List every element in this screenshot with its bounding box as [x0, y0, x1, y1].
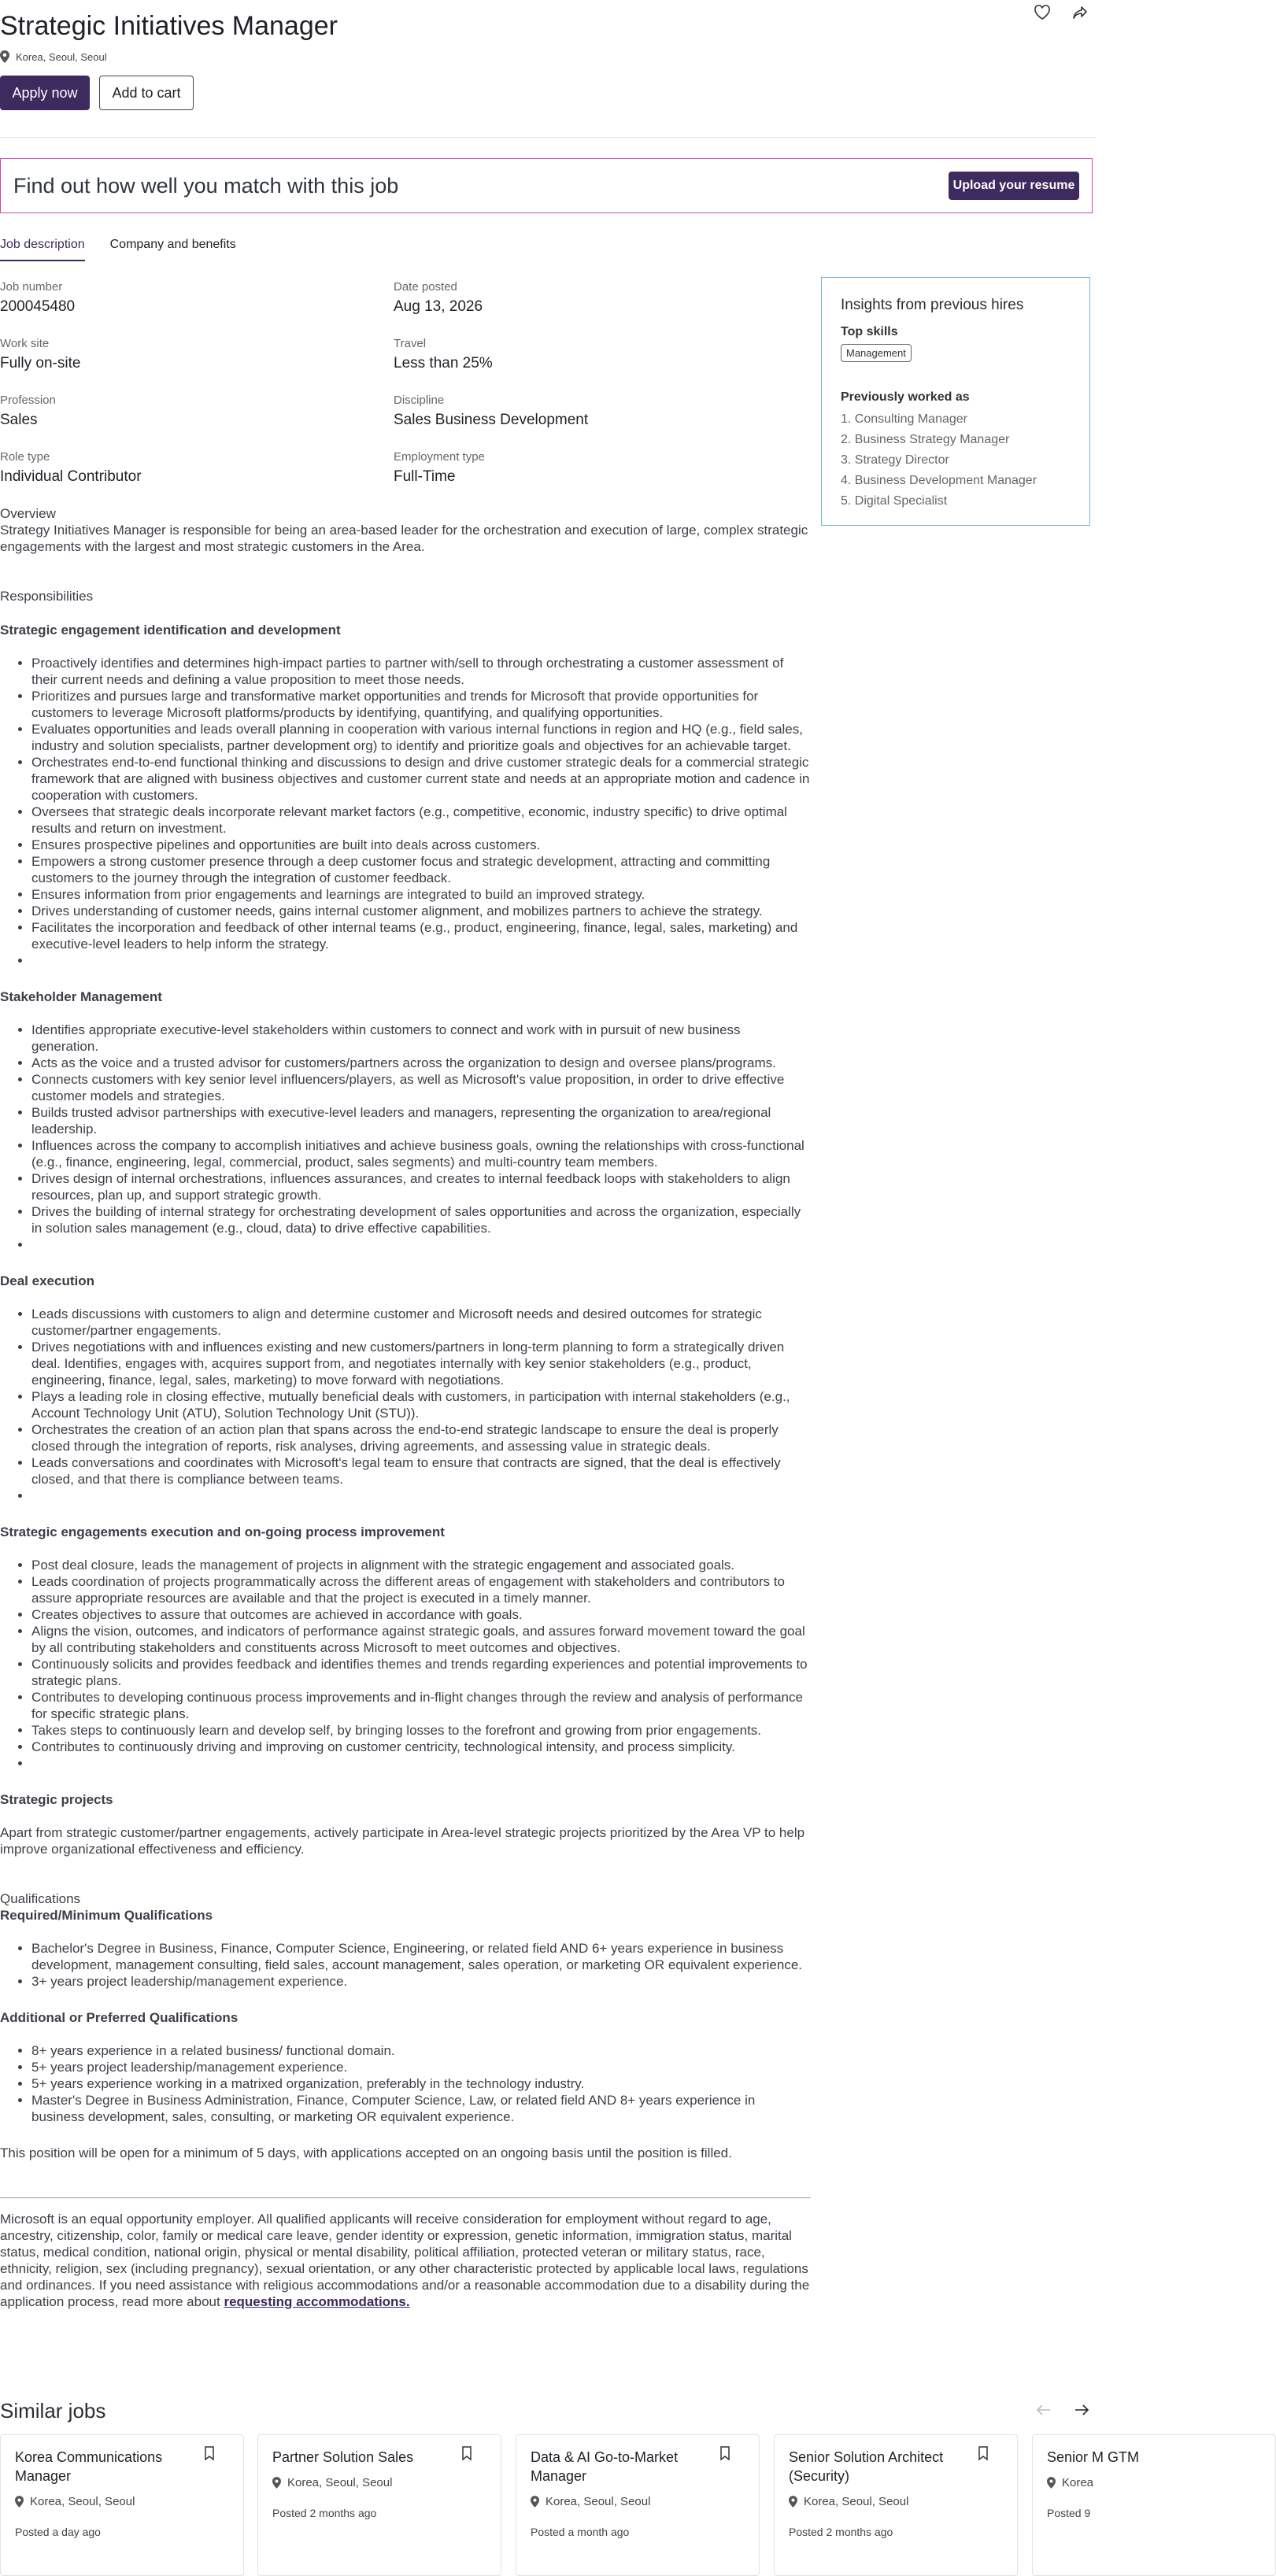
info-label: Profession — [0, 394, 56, 407]
list-item: • Facilitates the incorporation and feedback of other internal teams (e.g., product, engineering, finance, legal, sales, marketing) and executive-level leaders to help inform the strategy. — [31, 919, 811, 952]
list-item: • Takes steps to continuously learn and develop self, by bringing losses to the forefront and growing from prior engagements. — [31, 1722, 811, 1739]
list-item: • Drives negotiations with and influences existing and new customers/partners in long-term planning to form a strategically driven deal. Identifies, engages with, acquires support from, and negotiates internally with key senior stakeholders (e.g., product, engineering, finance, legal, sales, marketing) to move forward with negotiations. — [31, 1339, 811, 1388]
responsibilities-heading: Responsibilities — [0, 589, 94, 604]
similar-jobs-heading: Similar jobs — [0, 2399, 106, 2423]
match-banner-text: Find out how well you match with this job — [13, 173, 399, 198]
heart-icon[interactable] — [1033, 3, 1052, 22]
overview-heading: Overview — [0, 506, 56, 521]
previous-role: 2. Business Strategy Manager — [841, 433, 1010, 446]
list-item: • Influences across the company to accomplish initiatives and achieve business goals, owning the relationships with cross-functional (e.g., finance, engineering, legal, commercial, product, sales segments) and multi-country team members. — [31, 1137, 811, 1170]
similar-jobs-carousel — [0, 2434, 1140, 2570]
bookmark-icon[interactable] — [719, 2446, 730, 2460]
list-item: • Contributes to continuously driving and improving on customer centricity, technological intensity, and process simplicity. — [31, 1739, 811, 1755]
apply-now-button[interactable]: Apply now — [0, 76, 90, 110]
list-item: • 8+ years experience in a related business/ functional domain. — [31, 2042, 811, 2059]
location-pin-icon — [272, 2477, 281, 2489]
list-item: • Post deal closure, leads the management of projects in alignment with the strategic engagement and associated goals. — [31, 1557, 811, 1573]
card-title: Senior Solution Architect (Security) — [789, 2449, 944, 2484]
card-location-text: Korea, Seoul, Seoul — [287, 2476, 393, 2489]
job-location — [0, 50, 107, 63]
match-banner — [0, 158, 1093, 213]
list-item: • Ensures prospective pipelines and opportunities are built into deals across customers. — [31, 837, 811, 853]
header-actions — [1033, 3, 1089, 22]
card-location-text: Korea, Seoul, Seoul — [804, 2495, 909, 2508]
location-pin-icon — [15, 2496, 24, 2508]
list-item: • Aligns the vision, outcomes, and indicators of performance against strategic goals, and assures forward movement toward the goal by all contributing stakeholders and constituents across Microsoft to meet outcomes and objectives. — [31, 1623, 811, 1656]
list-item — [31, 1236, 811, 1253]
list-item — [31, 1488, 811, 1504]
location-pin-icon — [0, 50, 9, 63]
info-employment-type — [394, 450, 485, 486]
section-list — [0, 1306, 811, 1504]
description-divider — [0, 2197, 811, 2198]
previous-role: 1. Consulting Manager — [841, 412, 967, 426]
bookmark-icon[interactable] — [978, 2446, 989, 2460]
info-value: Fully on-site — [0, 355, 81, 371]
card-posted: Posted a day ago — [15, 2526, 101, 2538]
list-item: • 3+ years project leadership/management experience. — [31, 1973, 811, 1990]
info-value: Individual Contributor — [0, 468, 142, 485]
similar-job-card[interactable] — [1032, 2434, 1276, 2576]
list-item — [31, 1755, 811, 1772]
section-heading: Deal execution — [0, 1273, 94, 1288]
similar-job-card[interactable] — [257, 2434, 501, 2576]
list-item: • Evaluates opportunities and leads overall planning in cooperation with various internal functions in region and HQ (e.g., field sales, industry and solution specialists, partner development org) to identify and prioritize goals and objectives for an achievable target. — [31, 721, 811, 754]
similar-job-card[interactable] — [0, 2434, 244, 2576]
arrow-left-icon[interactable] — [1034, 2400, 1053, 2419]
open-note: This position will be open for a minimum of 5 days, with applications accepted on an ongoing basis until the position is filled. — [0, 2145, 732, 2160]
card-location — [531, 2495, 745, 2508]
list-item: • Oversees that strategic deals incorporate relevant market factors (e.g., competitive, economic, industry specific) to drive optimal results and return on investment. — [31, 804, 811, 837]
card-location — [272, 2476, 486, 2489]
upload-resume-button[interactable]: Upload your resume — [949, 172, 1079, 200]
previous-role: 3. Strategy Director — [841, 453, 949, 467]
list-item: • Leads conversations and coordinates with Microsoft's legal team to ensure that contracts are signed, that the deal is effectively closed, and that there is compliance between teams. — [31, 1454, 811, 1488]
info-value: Full-Time — [394, 468, 456, 485]
info-label: Date posted — [394, 280, 457, 294]
qualifications-heading: Qualifications — [0, 1891, 81, 1906]
previous-role: 4. Business Development Manager — [841, 474, 1037, 487]
accommodations-link[interactable]: requesting accommodations. — [224, 2294, 410, 2309]
tab-company-and-benefits[interactable]: Company and benefits — [109, 238, 236, 251]
page-title: Strategic Initiatives Manager — [0, 11, 338, 41]
info-label: Work site — [0, 337, 50, 350]
list-item: • Leads coordination of projects programmatically across the different areas of engagement with stakeholders and contributors to assure appropriate resources are available and that the project is executed in a timely manner. — [31, 1573, 811, 1606]
list-item: • 5+ years project leadership/management experience. — [31, 2059, 811, 2075]
arrow-right-icon[interactable] — [1072, 2400, 1091, 2419]
required-heading: Required/Minimum Qualifications — [0, 1908, 213, 1923]
job-tabs — [0, 238, 236, 261]
info-value: Less than 25% — [394, 355, 493, 371]
tab-job-description[interactable]: Job description — [0, 238, 85, 261]
location-pin-icon — [789, 2496, 797, 2508]
list-item: • Continuously solicits and provides feedback and identifies themes and trends regarding experiences and potential improvements to strategic plans. — [31, 1656, 811, 1689]
previously-worked-label: Previously worked as — [841, 390, 970, 404]
overview-text: Strategy Initiatives Manager is responsible for being an area-based leader for the orchestration and execution of large, complex strategic engagements with the largest and most strategic customers in the Area. — [0, 523, 808, 554]
section-heading: Stakeholder Management — [0, 989, 162, 1004]
info-value: Sales — [0, 412, 38, 428]
preferred-heading: Additional or Preferred Qualifications — [0, 2010, 239, 2025]
card-location-text: Korea — [1062, 2476, 1094, 2489]
info-label: Employment type — [394, 450, 485, 464]
list-item: • Acts as the voice and a trusted advisor for customers/partners across the organization to design and oversee plans/programs. — [31, 1055, 811, 1071]
top-skills-label: Top skills — [841, 325, 898, 338]
previous-roles-list — [841, 409, 1071, 512]
list-item: • Bachelor's Degree in Business, Finance, Computer Science, Engineering, or related field AND 6+ years experience in business development, management consulting, field sales, account management, sales operation, or marketing OR equivalent experience. — [31, 1940, 811, 1973]
card-location-text: Korea, Seoul, Seoul — [546, 2495, 651, 2508]
card-location — [15, 2495, 229, 2508]
info-profession — [0, 394, 56, 429]
info-date-posted — [394, 280, 483, 316]
list-item: • Prioritizes and pursues large and transformative market opportunities and trends for Microsoft that provide opportunities for customers to leverage Microsoft platforms/products by identifying, quantifying, and qualifying opportunities. — [31, 688, 811, 721]
info-value: 200045480 — [0, 298, 76, 315]
card-title: Senior M GTM — [1047, 2449, 1140, 2465]
info-label: Discipline — [394, 394, 445, 407]
info-job-number — [0, 280, 75, 316]
info-discipline — [394, 394, 588, 429]
section-heading: Strategic engagement identification and development — [0, 623, 341, 638]
list-item: • Connects customers with key senior level influencers/players, as well as Microsoft's value proposition, in order to drive effective customer models and strategies. — [31, 1071, 811, 1104]
list-item — [31, 952, 811, 969]
list-item: • Creates objectives to assure that outcomes are achieved in accordance with goals. — [31, 1606, 811, 1623]
list-item: • Drives understanding of customer needs, gains internal customer alignment, and mobilizes partners to achieve the strategy. — [31, 903, 811, 919]
preferred-list — [0, 2042, 811, 2125]
header-divider — [0, 137, 1096, 138]
section-heading: Strategic engagements execution and on-going process improvement — [0, 1525, 445, 1539]
job-description — [0, 505, 811, 2310]
similar-job-card[interactable] — [774, 2434, 1018, 2576]
similar-job-card[interactable] — [516, 2434, 760, 2576]
info-label: Role type — [0, 450, 50, 464]
info-label: Job number — [0, 280, 63, 294]
section-list — [0, 1557, 811, 1772]
info-value: Aug 13, 2026 — [394, 298, 483, 315]
info-work-site — [0, 337, 80, 372]
list-item: • Orchestrates the creation of an action plan that spans across the end-to-end strategic landscape to ensure the deal is properly closed through the integration of reports, risk analyses, driving agreements, and assessing value in strategic deals. — [31, 1421, 811, 1454]
info-label: Travel — [394, 337, 427, 350]
list-item: • Ensures information from prior engagements and learnings are integrated to build an improved strategy. — [31, 886, 811, 903]
add-to-cart-button[interactable]: Add to cart — [99, 76, 194, 110]
bookmark-icon[interactable] — [204, 2446, 215, 2460]
card-title: Data & AI Go-to-Market Manager — [531, 2449, 679, 2484]
info-travel — [394, 337, 493, 372]
job-location-text: Korea, Seoul, Seoul — [16, 50, 107, 63]
bookmark-icon[interactable] — [461, 2446, 472, 2460]
list-item: • Orchestrates end-to-end functional thinking and discussions to design and drive customer strategic deals for a commercial strategic framework that are aligned with business objectives and customer current state and needs at an appropriate motion and cadence in cooperation with customers. — [31, 754, 811, 804]
list-item: • Plays a leading role in closing effective, mutually beneficial deals with customers, in participation with internal stakeholders (e.g., Account Technology Unit (ATU), Solution Technology Unit (STU)). — [31, 1388, 811, 1421]
card-location-text: Korea, Seoul, Seoul — [30, 2495, 135, 2508]
info-role-type — [0, 450, 142, 486]
list-item: • 5+ years experience working in a matrixed organization, preferably in the technology industry. — [31, 2075, 811, 2092]
list-item: • Drives the building of internal strategy for orchestrating development of sales opportunities and across the organization, especially in solution sales management (e.g., cloud, data) to drive effective capabilities. — [31, 1203, 811, 1236]
eeo-text: Microsoft is an equal opportunity employer. All qualified applicants will receive consideration for employment without regard to age, ancestry, citizenship, color, family or medical care leave, gender identity or expression, genetic information, immigration status, marital status, medical condition, national origin, physical or mental disability, political affiliation, protected veteran or military status, race, ethnicity, religion, sex (including pregnancy), sexual orientation, or any other characteristic protected by applicable local laws, regulations and ordinances. If you need assistance with religious accommodations and/or a reasonable accommodation due to a disability during the application process, read more about — [0, 2212, 810, 2309]
list-item: • Empowers a strong customer presence through a deep customer focus and strategic development, attracting and committing customers to the journey through the integration of customer feedback. — [31, 853, 811, 886]
card-location — [789, 2495, 1003, 2508]
carousel-controls — [1034, 2400, 1091, 2419]
insights-title: Insights from previous hires — [841, 297, 1024, 313]
strategic-projects-text: Apart from strategic customer/partner engagements, actively participate in Area-level strategic projects prioritized by the Area VP to help improve organizational effectiveness and efficiency. — [0, 1825, 805, 1857]
card-posted: Posted 9 — [1047, 2507, 1091, 2519]
card-posted: Posted 2 months ago — [789, 2526, 893, 2538]
eeo-statement — [0, 2211, 811, 2310]
section-list — [0, 655, 811, 969]
list-item: • Leads discussions with customers to align and determine customer and Microsoft needs and desired outcomes for strategic customer/partner engagements. — [31, 1306, 811, 1339]
share-icon[interactable] — [1071, 3, 1089, 22]
card-title: Partner Solution Sales — [272, 2449, 414, 2465]
list-item: • Master's Degree in Business Administration, Finance, Computer Science, Law, or related field AND 8+ years experience in business development, sales, consulting, or marketing OR equivalent experience. — [31, 2092, 811, 2125]
info-value: Sales Business Development — [394, 412, 589, 428]
card-location — [1047, 2476, 1261, 2489]
card-posted: Posted a month ago — [531, 2526, 630, 2538]
list-item: • Identifies appropriate executive-level stakeholders within customers to connect and work with in pursuit of new business generation. — [31, 1022, 811, 1055]
list-item: • Proactively identifies and determines high-impact parties to partner with/sell to through orchestrating a customer assessment of their current needs and defining a value proposition to meet those needs. — [31, 655, 811, 688]
list-item: • Builds trusted advisor partnerships with executive-level leaders and managers, representing the organization to area/regional leadership. — [31, 1104, 811, 1137]
strategic-projects-heading: Strategic projects — [0, 1792, 113, 1807]
card-title: Korea Communications Manager — [15, 2449, 163, 2484]
previous-role: 5. Digital Specialist — [841, 494, 948, 508]
skill-chip: Management — [841, 344, 912, 362]
location-pin-icon — [531, 2496, 539, 2508]
list-item: • Contributes to developing continuous process improvements and in-flight changes through the review and analysis of performance for specific strategic plans. — [31, 1689, 811, 1722]
location-pin-icon — [1047, 2477, 1056, 2489]
required-list — [0, 1940, 811, 1990]
list-item: • Drives design of internal orchestrations, influences assurances, and creates to internal feedback loops with stakeholders to align resources, plan up, and support strategic growth. — [31, 1170, 811, 1203]
card-posted: Posted 2 months ago — [272, 2507, 377, 2519]
section-list — [0, 1022, 811, 1253]
insights-card — [821, 277, 1090, 526]
